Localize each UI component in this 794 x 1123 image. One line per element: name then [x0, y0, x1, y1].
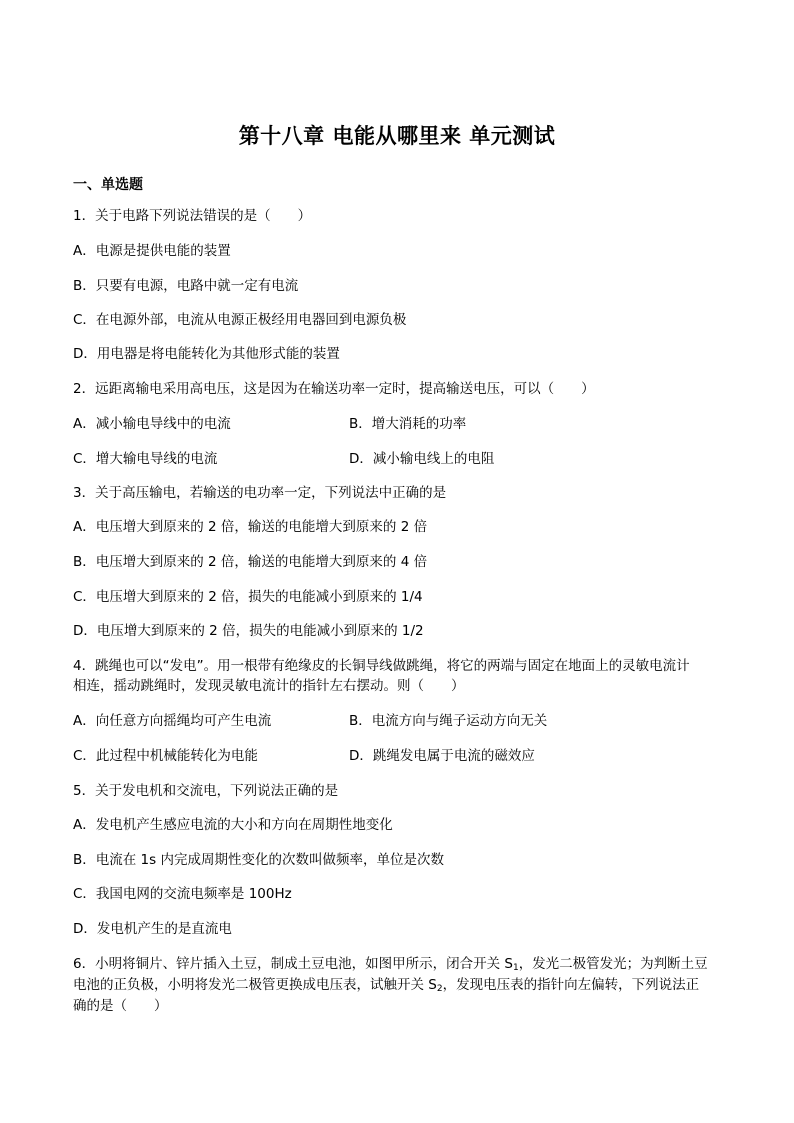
question-6-line-1-text-a: 6．小明将铜片、锌片插入土豆，制成土豆电池，如图甲所示，闭合开关 S — [73, 956, 513, 972]
question-4-stem-line-1: 4．跳绳也可以“发电”。用一根带有绝缘皮的长铜导线做跳绳，将它的两端与固定在地面上的灵敏电流计 — [73, 658, 690, 674]
question-3-option-d: D．电压增大到原来的 2 倍，损失的电能减小到原来的 1/2 — [73, 623, 424, 639]
question-3-option-a: A．电压增大到原来的 2 倍，输送的电能增大到原来的 2 倍 — [73, 519, 428, 535]
question-2-option-c: C．增大输电导线的电流 — [73, 451, 218, 467]
question-3-option-b: B．电压增大到原来的 2 倍，输送的电能增大到原来的 4 倍 — [73, 554, 428, 570]
question-4-option-b: B．电流方向与绳子运动方向无关 — [349, 713, 548, 729]
question-6-switch-1-subscript: 1 — [512, 963, 519, 973]
question-2-option-d: D．减小输电线上的电阻 — [349, 451, 495, 467]
question-5-option-b: B．电流在 1s 内完成周期性变化的次数叫做频率，单位是次数 — [73, 852, 444, 868]
question-6-line-2-text-a: 电池的正负极，小明将发光二极管更换成电压表，试触开关 S — [73, 977, 437, 993]
question-1-option-d: D．用电器是将电能转化为其他形式能的装置 — [73, 346, 340, 362]
question-5-stem: 5．关于发电机和交流电，下列说法正确的是 — [73, 783, 339, 799]
question-4-stem-line-2: 相连，摇动跳绳时，发现灵敏电流计的指针左右摆动。则（ ） — [73, 678, 465, 694]
question-1-stem: 1．关于电路下列说法错误的是（ ） — [73, 208, 312, 224]
question-5-option-c: C．我国电网的交流电频率是 100Hz — [73, 886, 292, 902]
question-2-stem: 2．远距离输电采用高电压，这是因为在输送功率一定时，提高输送电压，可以（ ） — [73, 381, 595, 397]
question-2-option-a: A．减小输电导线中的电流 — [73, 416, 231, 432]
question-1-option-b: B．只要有电源，电路中就一定有电流 — [73, 278, 299, 294]
question-2-option-b: B．增大消耗的功率 — [349, 416, 467, 432]
question-6-line-2-text-b: ，发现电压表的指针向左偏转，下列说法正 — [442, 977, 700, 993]
question-1-option-a: A．电源是提供电能的装置 — [73, 243, 231, 259]
question-6-line-1-text-b: ，发光二极管发光；为判断土豆 — [518, 956, 708, 972]
page-title: 第十八章 电能从哪里来 单元测试 — [238, 124, 556, 148]
question-1-option-c: C．在电源外部，电流从电源正极经用电器回到电源负极 — [73, 312, 407, 328]
question-4-option-a: A．向任意方向摇绳均可产生电流 — [73, 713, 272, 729]
question-3-stem: 3．关于高压输电，若输送的电功率一定，下列说法中正确的是 — [73, 485, 447, 501]
question-4-option-d: D．跳绳发电属于电流的磁效应 — [349, 748, 535, 764]
question-6-switch-2-subscript: 2 — [436, 984, 443, 994]
question-6-stem-line-2 — [73, 976, 699, 994]
question-4-option-c: C．此过程中机械能转化为电能 — [73, 748, 258, 764]
question-5-option-a: A．发电机产生感应电流的大小和方向在周期性地变化 — [73, 817, 393, 833]
question-6-stem-line-1 — [73, 955, 708, 973]
question-3-option-c: C．电压增大到原来的 2 倍，损失的电能减小到原来的 1/4 — [73, 589, 423, 605]
section-heading: 一、单选题 — [73, 177, 143, 193]
question-5-option-d: D．发电机产生的是直流电 — [73, 921, 232, 937]
question-6-stem-line-3: 确的是（ ） — [73, 998, 168, 1014]
